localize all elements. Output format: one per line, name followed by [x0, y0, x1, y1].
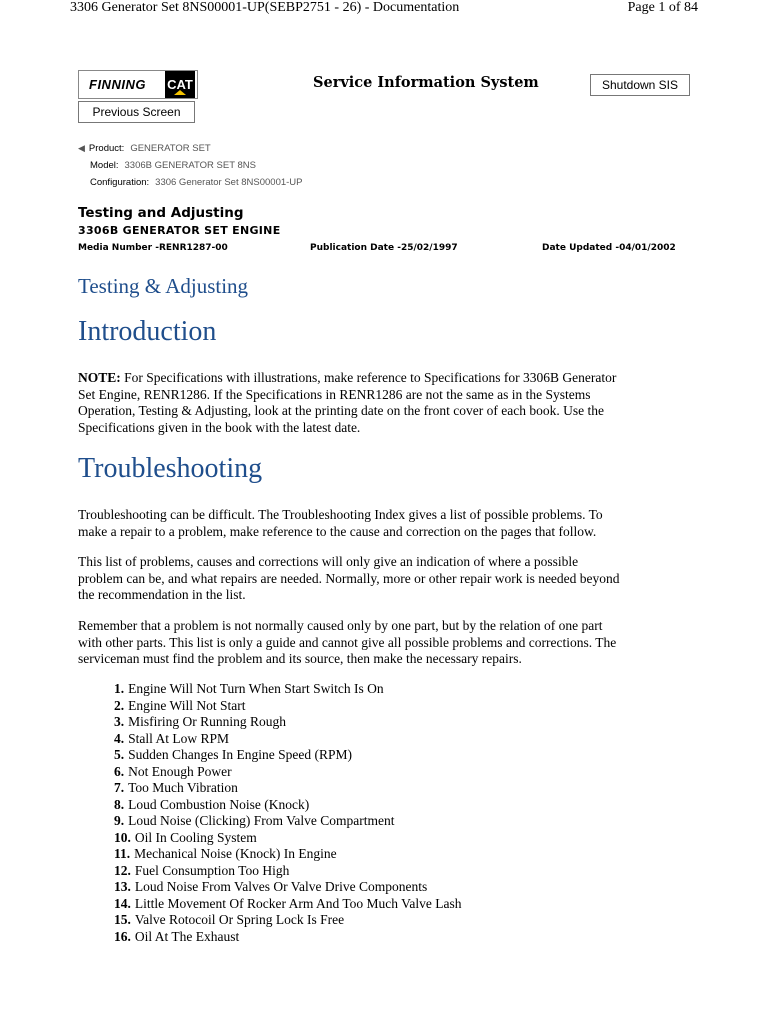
cat-logo-icon: CAT	[165, 71, 195, 98]
document-title: Testing and Adjusting	[78, 205, 244, 221]
list-item: 9. Loud Noise (Clicking) From Valve Compartment	[114, 813, 395, 828]
paragraph-2-line: problem can be, and what repairs are needed. Normally, more or other repair work is needed beyond	[78, 570, 620, 586]
paragraph-2-line: the recommendation in the list.	[78, 587, 246, 602]
paragraph-1-line: Troubleshooting can be difficult. The Troubleshooting Index gives a list of possible problems. To	[78, 507, 603, 522]
list-item: 5. Sudden Changes In Engine Speed (RPM)	[114, 747, 352, 762]
list-item: 7. Too Much Vibration	[114, 780, 238, 795]
back-arrow-icon[interactable]: ◀	[78, 143, 85, 153]
paragraph-2	[78, 554, 698, 604]
meta-product-value: GENERATOR SET	[130, 143, 211, 154]
introduction-heading: Introduction	[78, 316, 217, 347]
list-item: 11. Mechanical Noise (Knock) In Engine	[114, 846, 337, 861]
finning-logo-text: FINNING	[89, 77, 146, 92]
meta-model	[90, 160, 256, 171]
troubleshooting-list	[114, 681, 462, 945]
shutdown-sis-button[interactable]: Shutdown SIS	[590, 74, 690, 96]
meta-model-value: 3306B GENERATOR SET 8NS	[124, 160, 256, 171]
list-item: 3. Misfiring Or Running Rough	[114, 714, 287, 729]
meta-config-value: 3306 Generator Set 8NS00001-UP	[155, 177, 303, 188]
list-item: 15. Valve Rotocoil Or Spring Lock Is Free	[114, 912, 345, 927]
list-item: 10. Oil In Cooling System	[114, 829, 257, 845]
media-number: Media Number -RENR1287-00	[78, 243, 228, 253]
note-paragraph	[78, 370, 698, 436]
paragraph-3-line: Remember that a problem is not normally caused only by one part, but by the relation of one part	[78, 618, 603, 633]
meta-model-key: Model:	[90, 160, 119, 171]
list-item: 2. Engine Will Not Start	[114, 697, 246, 713]
list-item: 4. Stall At Low RPM	[114, 730, 230, 746]
note-line-2: Set Engine, RENR1286. If the Specifications in RENR1286 are not the same as in the Systems	[78, 386, 591, 402]
print-header	[0, 0, 768, 20]
troubleshooting-heading: Troubleshooting	[78, 453, 263, 484]
finning-cat-logo	[78, 70, 198, 99]
list-item: 8. Loud Combustion Noise (Knock)	[114, 796, 310, 812]
paragraph-2-line: This list of problems, causes and corrections will only give an indication of where a possible	[78, 554, 579, 569]
list-item: 6. Not Enough Power	[114, 763, 232, 779]
print-header-title: 3306 Generator Set 8NS00001-UP(SEBP2751 - 26) - Documentation	[70, 0, 460, 15]
list-item: 14. Little Movement Of Rocker Arm And Too Much Valve Lash	[114, 895, 462, 911]
list-item: 12. Fuel Consumption Too High	[114, 862, 290, 878]
paragraph-1-line: make a repair to a problem, make reference to the cause and correction on the pages that follow.	[78, 523, 597, 539]
print-header-page: Page 1 of 84	[627, 0, 698, 15]
publication-date: Publication Date -25/02/1997	[310, 243, 458, 253]
note-line-1: NOTE: For Specifications with illustrations, make reference to Specifications for 3306B Generator	[78, 370, 617, 385]
meta-product-key: Product:	[88, 143, 125, 154]
list-item: 1. Engine Will Not Turn When Start Switch Is On	[114, 681, 384, 696]
list-item: 13. Loud Noise From Valves Or Valve Drive Components	[114, 879, 428, 894]
note-label: NOTE:	[78, 370, 121, 385]
previous-screen-button[interactable]: Previous Screen	[78, 101, 195, 123]
date-updated: Date Updated -04/01/2002	[542, 243, 676, 253]
section-heading: Testing & Adjusting	[78, 274, 249, 298]
meta-config-key: Configuration:	[90, 177, 150, 188]
meta-product	[78, 143, 211, 154]
note-line-4: Specifications given in the book with the latest date.	[78, 419, 361, 435]
list-item: 16. Oil At The Exhaust	[114, 928, 240, 944]
note-line-3: Operation, Testing & Adjusting, look at the printing date on the front cover of each book. Use the	[78, 403, 604, 418]
paragraph-3-line: with other parts. This list is only a guide and cannot give all possible problems and corrections. The	[78, 634, 617, 650]
meta-configuration	[90, 177, 303, 188]
paragraph-1	[78, 507, 698, 540]
document-subtitle: 3306B GENERATOR SET ENGINE	[78, 224, 281, 237]
paragraph-3	[78, 618, 698, 668]
paragraph-3-line: serviceman must find the problem and its source, then make the necessary repairs.	[78, 651, 522, 666]
sis-title: Service Information System	[313, 74, 539, 91]
